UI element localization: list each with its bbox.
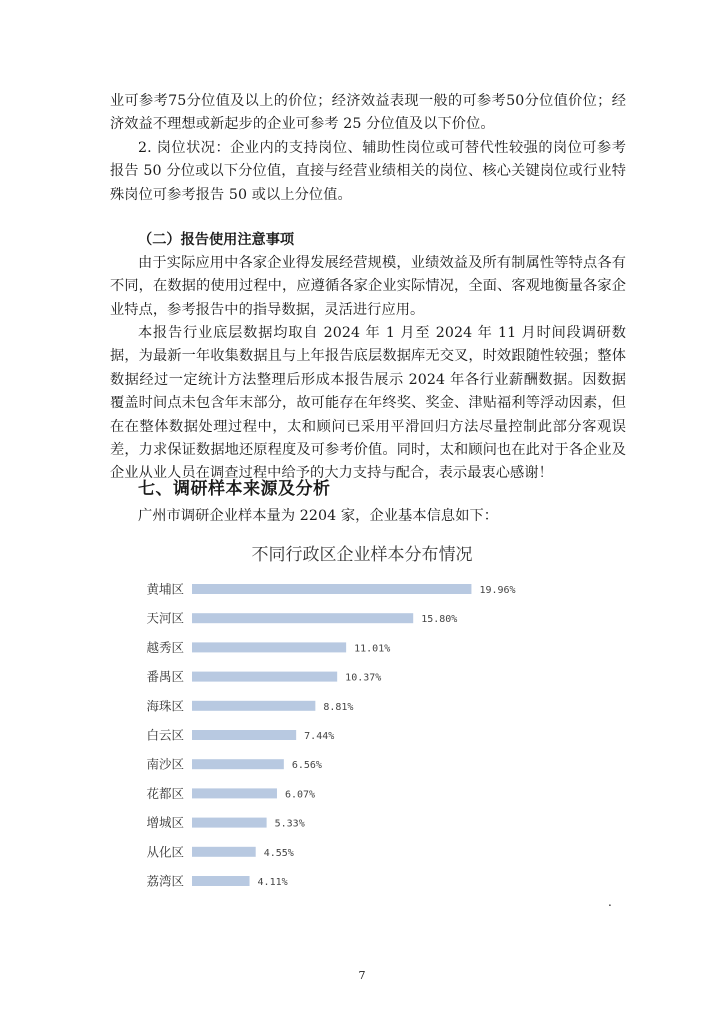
bar (192, 584, 471, 594)
bar (192, 730, 296, 740)
data-label: 10.37% (345, 672, 382, 684)
paragraph-sample-size: 广州市调研企业样本量为 2204 家，企业基本信息如下： (138, 508, 499, 524)
category-label: 花都区 (146, 785, 184, 801)
bar (192, 818, 267, 828)
data-label: 6.56% (291, 760, 322, 772)
subsection-heading: （二）报告使用注意事项 (138, 232, 295, 248)
data-label: 7.44% (304, 731, 335, 742)
bar (192, 876, 250, 886)
stray-dot: . (608, 895, 612, 909)
category-label: 南沙区 (146, 756, 184, 772)
category-label: 黄埔区 (146, 581, 184, 597)
category-label: 白云区 (146, 727, 184, 743)
bar (192, 672, 337, 682)
paragraph-data-source: 本报告行业底层数据均取自 2024 年 1 月至 2024 年 11 月时间段调研数据，为最新一年收集数据且与上年报告底层数据库无交叉，时效跟随性较强；整体数据经过一定统计方法整理后形成本报告展示 2024 年各行业薪酬数据。因数据覆盖时间点未包含年末部分，故可能存在年终奖、奖金、津贴福利等浮动因素，但在在整体数据处理过程中，太和顾问已采用平滑回归方法尽量控制此部分客观误差，力求保证数据地还原程度及可参考价值。同时，太和顾问也在此对于各企业及企业从业人员在调查过程中给予的大力支持与配合，表示最衷心感谢！ (110, 325, 626, 482)
page-number: 7 (358, 969, 366, 982)
data-label: 6.07% (284, 789, 316, 801)
data-label: 11.01% (354, 643, 391, 655)
category-label: 天河区 (146, 610, 184, 626)
paragraph-position-status: 2. 岗位状况：企业内的支持岗位、辅助性岗位或可替代性较强的岗位可参考报告 50 分位或以下分位值，直接与经营业绩相关的岗位、核心关键岗位或行业特殊岗位可参考报告 50 或以上分位值。 (110, 140, 626, 203)
bar (192, 759, 284, 769)
paragraph-usage-notes: 由于实际应用中各家企业得发展经营规模，业绩效益及所有制属性等特点各有不同，在数据的使用过程中，应遵循各家企业实际情况，全面、客观地衡量各家企业特点，参考报告中的指导数据，灵活进行应用。 (110, 255, 626, 318)
bar (192, 642, 346, 652)
category-label: 从化区 (146, 844, 184, 860)
category-label: 荔湾区 (146, 873, 184, 889)
district-distribution-chart (0, 574, 724, 894)
paragraph-price-reference: 业可参考75分位值及以上的价位；经济效益表现一般的可参考50分位值价位；经济效益不理想或新起步的企业可参考 25 分位值及以下价位。 (110, 93, 626, 133)
data-label: 4.55% (263, 847, 294, 859)
category-label: 越秀区 (146, 639, 184, 655)
data-label: 8.81% (323, 701, 354, 713)
data-label: 19.96% (479, 585, 516, 596)
data-label: 4.11% (257, 877, 288, 888)
bar (192, 788, 277, 798)
data-label: 5.33% (274, 818, 305, 830)
chart-title: 不同行政区企业样本分布情况 (251, 545, 473, 565)
category-label: 海珠区 (146, 698, 184, 714)
section-heading: 七、调研样本来源及分析 (138, 479, 331, 499)
bar (192, 613, 413, 623)
data-label: 15.80% (421, 614, 458, 626)
category-label: 增城区 (146, 815, 184, 831)
bar (192, 701, 315, 711)
category-label: 番禺区 (146, 669, 184, 685)
bar (192, 847, 256, 857)
